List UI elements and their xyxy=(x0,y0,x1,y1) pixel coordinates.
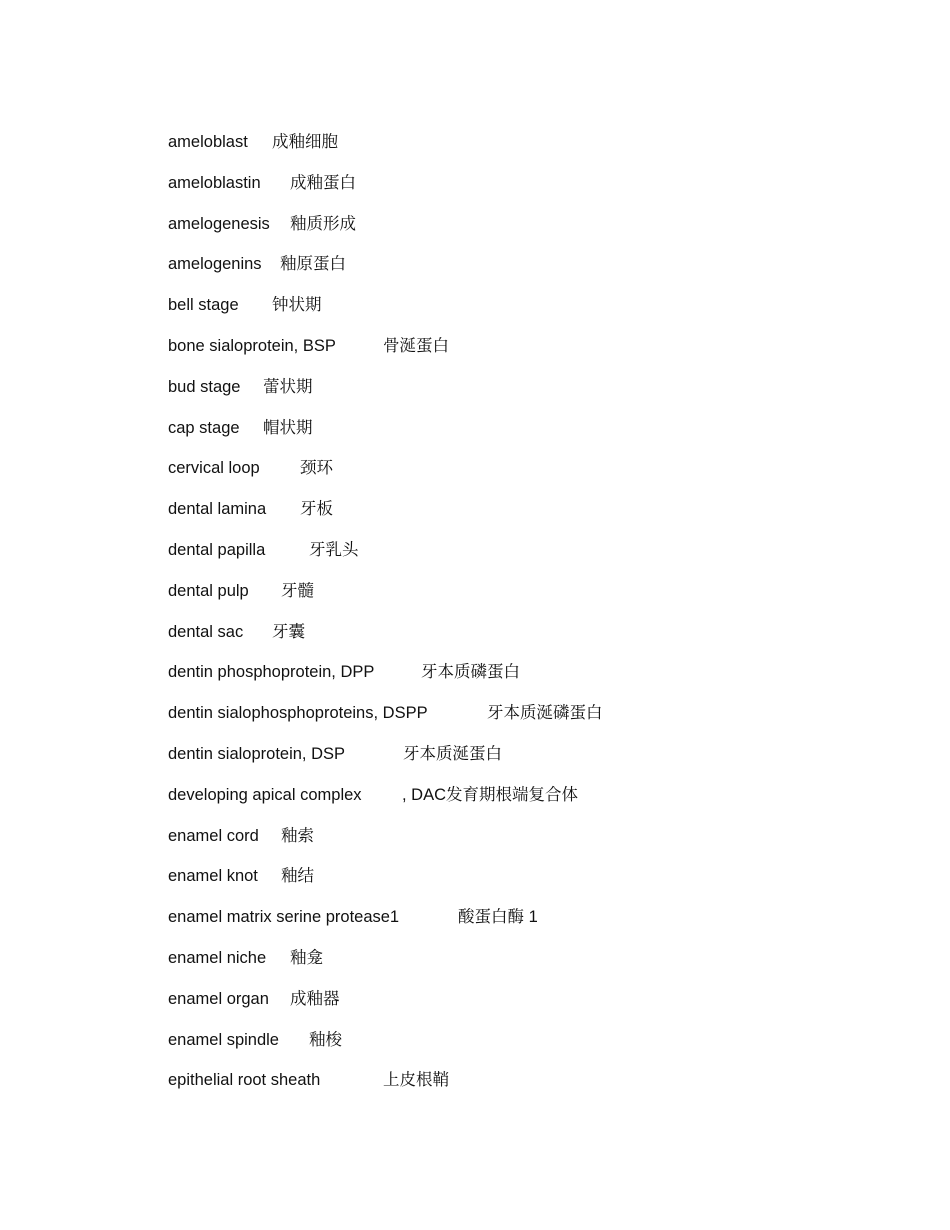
glossary-entry xyxy=(168,376,868,417)
term-en: enamel niche xyxy=(168,948,267,967)
term-en: amelogenesis xyxy=(168,214,270,233)
term-en: enamel spindle xyxy=(168,1030,279,1049)
term-zh: 颈环 xyxy=(300,459,333,478)
glossary-entry xyxy=(168,825,868,866)
glossary-entry xyxy=(168,784,868,825)
term-zh: 帽状期 xyxy=(263,418,313,437)
glossary-entry xyxy=(168,417,868,458)
term-en: dental papilla xyxy=(168,540,266,559)
term-en: enamel organ xyxy=(168,989,269,1008)
term-en: amelogenins xyxy=(168,255,262,274)
term-zh: 牙板 xyxy=(300,500,333,519)
term-zh: 钟状期 xyxy=(272,296,322,315)
glossary-entry xyxy=(168,294,868,335)
glossary-entry xyxy=(168,906,868,947)
term-zh: 牙本质涎蛋白 xyxy=(403,744,502,763)
term-en: enamel knot xyxy=(168,867,258,886)
glossary-entry xyxy=(168,335,868,376)
term-en: dental sac xyxy=(168,622,244,641)
term-zh: 釉原蛋白 xyxy=(280,255,346,274)
glossary-entry xyxy=(168,947,868,988)
term-en: dentin phosphoprotein, DPP xyxy=(168,663,375,682)
term-en: developing apical complex xyxy=(168,785,362,804)
term-en: bud stage xyxy=(168,377,241,396)
glossary-entry xyxy=(168,213,868,254)
term-zh: 釉龛 xyxy=(290,948,323,967)
term-zh: 釉结 xyxy=(281,867,314,886)
glossary-entry xyxy=(168,865,868,906)
term-en: epithelial root sheath xyxy=(168,1071,321,1090)
glossary-entry xyxy=(168,253,868,294)
term-zh: 釉质形成 xyxy=(290,214,356,233)
glossary-entry xyxy=(168,539,868,580)
glossary-entry xyxy=(168,661,868,702)
glossary-entry xyxy=(168,743,868,784)
term-en: dentin sialophosphoproteins, DSPP xyxy=(168,704,428,723)
glossary-list xyxy=(168,131,868,1110)
term-zh: 釉梭 xyxy=(309,1030,342,1049)
term-zh: 牙本质磷蛋白 xyxy=(421,663,520,682)
term-en: dentin sialoprotein, DSP xyxy=(168,744,346,763)
term-zh: 上皮根鞘 xyxy=(383,1071,449,1090)
glossary-entry xyxy=(168,172,868,213)
term-zh: , DAC发育期根端复合体 xyxy=(402,785,579,804)
term-en: dental pulp xyxy=(168,581,249,600)
term-zh: 牙髓 xyxy=(281,581,314,600)
term-zh: 成釉器 xyxy=(290,989,340,1008)
term-zh: 牙囊 xyxy=(272,622,305,641)
term-en: ameloblastin xyxy=(168,173,261,192)
term-zh: 成釉蛋白 xyxy=(290,173,356,192)
glossary-entry xyxy=(168,131,868,172)
term-en: bone sialoprotein, BSP xyxy=(168,336,336,355)
glossary-entry xyxy=(168,457,868,498)
glossary-entry xyxy=(168,621,868,662)
term-en: bell stage xyxy=(168,296,239,315)
term-zh: 牙本质涎磷蛋白 xyxy=(487,704,603,723)
glossary-entry xyxy=(168,988,868,1029)
glossary-entry xyxy=(168,498,868,539)
term-zh: 蕾状期 xyxy=(263,377,313,396)
glossary-entry xyxy=(168,702,868,743)
term-en: cap stage xyxy=(168,418,240,437)
term-zh: 牙乳头 xyxy=(309,540,359,559)
term-en: cervical loop xyxy=(168,459,260,478)
term-en: enamel matrix serine protease1 xyxy=(168,908,400,927)
term-zh: 釉索 xyxy=(281,826,314,845)
glossary-entry xyxy=(168,1029,868,1070)
term-en: enamel cord xyxy=(168,826,259,845)
term-en: dental lamina xyxy=(168,500,267,519)
term-zh: 酸蛋白酶 1 xyxy=(458,908,538,927)
glossary-entry xyxy=(168,1069,868,1110)
term-zh: 骨涎蛋白 xyxy=(383,336,449,355)
term-en: ameloblast xyxy=(168,133,248,151)
glossary-entry xyxy=(168,580,868,621)
term-zh: 成釉细胞 xyxy=(272,133,338,151)
